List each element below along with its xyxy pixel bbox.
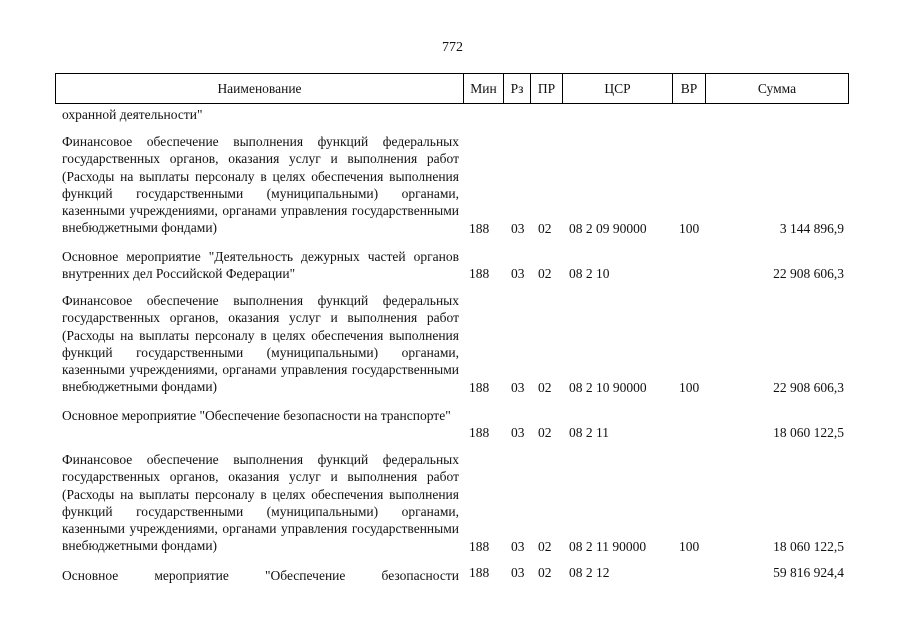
row-vr: 100 — [679, 539, 700, 554]
row-name: Основное мероприятие "Деятельность дежурных частей органов внутренних дел Российской Федерации" — [62, 249, 459, 282]
row-pr: 02 — [538, 539, 552, 554]
row-sum: 18 060 122,5 — [773, 425, 844, 440]
row-vr: 100 — [679, 221, 700, 236]
row-csr: 08 2 11 — [569, 425, 609, 440]
row-name: Основное мероприятие "Обеспечение безопасности — [62, 568, 459, 583]
row-min: 188 — [469, 565, 490, 580]
row-rz: 03 — [511, 539, 525, 554]
row-rz: 03 — [511, 565, 525, 580]
col-header-min: Мин — [463, 74, 503, 103]
col-header-sum: Сумма — [705, 74, 848, 103]
row-csr: 08 2 12 — [569, 565, 610, 580]
row-rz: 03 — [511, 425, 525, 440]
row-min: 188 — [469, 539, 490, 554]
col-header-vr: ВР — [672, 74, 705, 103]
row-name: Финансовое обеспечение выполнения функций федеральных государственных органов, оказания услуг и выполнения работ (Расходы на выплаты персоналу в целях обеспечения выполнения функций государственными (муниципальными) органами, казенными учреждениями, органами управления государственными внебюджетными фондами) — [62, 293, 459, 395]
row-min: 188 — [469, 221, 490, 236]
row-vr: 100 — [679, 380, 700, 395]
table-header — [55, 73, 849, 104]
col-header-name: Наименование — [217, 81, 302, 96]
col-header-pr: ПР — [530, 74, 562, 103]
row-sum: 22 908 606,3 — [773, 380, 844, 395]
row-pr: 02 — [538, 425, 552, 440]
row-pr: 02 — [538, 221, 552, 236]
row-csr: 08 2 09 90000 — [569, 221, 647, 236]
row-sum: 18 060 122,5 — [773, 539, 844, 554]
row-pr: 02 — [538, 380, 552, 395]
continuation-text: охранной деятельности" — [62, 107, 203, 122]
row-csr: 08 2 10 90000 — [569, 380, 647, 395]
row-pr: 02 — [538, 266, 552, 281]
row-min: 188 — [469, 266, 490, 281]
row-sum: 22 908 606,3 — [773, 266, 844, 281]
row-min: 188 — [469, 380, 490, 395]
row-csr: 08 2 11 90000 — [569, 539, 647, 554]
col-header-csr: ЦСР — [562, 74, 672, 103]
row-min: 188 — [469, 425, 490, 440]
row-rz: 03 — [511, 380, 525, 395]
row-sum: 3 144 896,9 — [779, 221, 844, 236]
row-csr: 08 2 10 — [569, 266, 610, 281]
row-name: Финансовое обеспечение выполнения функций федеральных государственных органов, оказания услуг и выполнения работ (Расходы на выплаты персоналу в целях обеспечения выполнения функций государственными (муниципальными) органами, казенными учреждениями, органами управления государственными внебюджетными фондами) — [62, 452, 459, 554]
row-rz: 03 — [511, 266, 525, 281]
row-name: Основное мероприятие "Обеспечение безопасности на транспорте" — [62, 408, 451, 423]
page-number: 772 — [442, 40, 463, 55]
row-pr: 02 — [538, 565, 552, 580]
row-sum: 59 816 924,4 — [773, 565, 844, 580]
row-name: Финансовое обеспечение выполнения функций федеральных государственных органов, оказания услуг и выполнения работ (Расходы на выплаты персоналу в целях обеспечения выполнения функций государственными (муниципальными) органами, казенными учреждениями, органами управления государственными внебюджетными фондами) — [62, 134, 459, 236]
col-header-rz: Рз — [503, 74, 530, 103]
row-rz: 03 — [511, 221, 525, 236]
